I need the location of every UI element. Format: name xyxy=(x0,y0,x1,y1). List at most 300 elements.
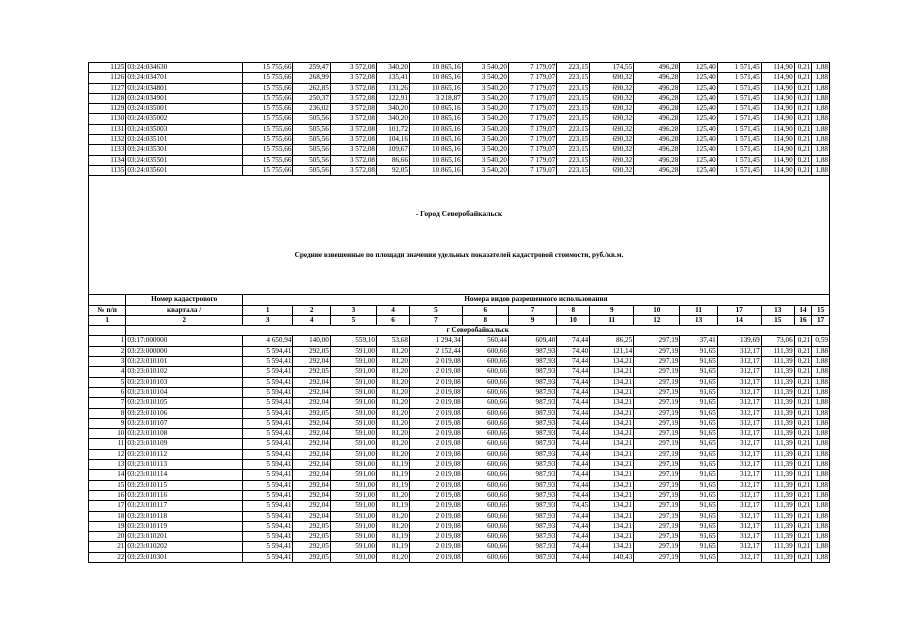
value-cell: 15 755,66 xyxy=(242,114,293,124)
value-cell: 1,88 xyxy=(812,377,830,387)
value-cell: 496,28 xyxy=(634,114,680,124)
value-cell: 297,19 xyxy=(634,552,680,562)
value-cell: 1,88 xyxy=(812,124,830,134)
table-row xyxy=(89,449,830,459)
table-row xyxy=(89,357,830,367)
table-row xyxy=(89,124,830,134)
value-cell: 3 572,08 xyxy=(330,73,376,83)
value-cell: 74,44 xyxy=(557,439,590,449)
kvartal-cell: 03:24:035101 xyxy=(126,135,243,145)
value-cell: 74,40 xyxy=(557,346,590,356)
kvartal-cell: 03:23:010113 xyxy=(126,460,243,470)
value-cell: 690,32 xyxy=(590,93,634,103)
value-cell: 111,39 xyxy=(761,490,794,500)
value-cell: 15 755,66 xyxy=(242,83,293,93)
value-cell: 312,17 xyxy=(717,490,761,500)
value-cell: 5 594,41 xyxy=(242,460,293,470)
value-cell: 1,88 xyxy=(812,93,830,103)
type-number-header: 6 xyxy=(462,305,508,315)
value-cell: 111,39 xyxy=(761,418,794,428)
kvartal-cell: 03:24:034630 xyxy=(126,63,243,73)
value-cell: 0,21 xyxy=(794,511,812,521)
value-cell: 0,21 xyxy=(794,521,812,531)
row-number-cell: 22 xyxy=(89,552,126,562)
value-cell: 3 572,08 xyxy=(330,165,376,175)
value-cell: 5 594,41 xyxy=(242,480,293,490)
value-cell: 114,90 xyxy=(761,83,794,93)
table-row xyxy=(89,470,830,480)
value-cell: 3 572,08 xyxy=(330,104,376,114)
kvartal-cell: 03:24:035003 xyxy=(126,124,243,134)
value-cell: 140,00 xyxy=(293,336,330,346)
value-cell: 125,40 xyxy=(680,93,717,103)
value-cell: 81,19 xyxy=(377,501,410,511)
value-cell: 496,28 xyxy=(634,135,680,145)
value-cell: 91,65 xyxy=(680,521,717,531)
value-cell: 591,00 xyxy=(330,470,376,480)
row-number-cell: 18 xyxy=(89,511,126,521)
kvartal-cell: 03:23:010112 xyxy=(126,449,243,459)
value-cell: 1,88 xyxy=(812,511,830,521)
section-row xyxy=(89,326,830,336)
value-cell: 292,04 xyxy=(293,429,330,439)
column-index-header: 2 xyxy=(126,315,243,325)
row-number-cell: 1125 xyxy=(89,63,126,73)
kvartal-cell: 03:23:010108 xyxy=(126,429,243,439)
value-cell: 7 179,07 xyxy=(508,165,556,175)
value-cell: 1,88 xyxy=(812,387,830,397)
value-cell: 2 152,44 xyxy=(409,346,462,356)
value-cell: 7 179,07 xyxy=(508,73,556,83)
value-cell: 312,17 xyxy=(717,501,761,511)
value-cell: 7 179,07 xyxy=(508,135,556,145)
value-cell: 600,66 xyxy=(462,367,508,377)
value-cell: 600,66 xyxy=(462,490,508,500)
value-cell: 53,68 xyxy=(377,336,410,346)
value-cell: 134,21 xyxy=(590,542,634,552)
value-cell: 91,65 xyxy=(680,460,717,470)
value-cell: 292,05 xyxy=(293,367,330,377)
value-cell: 81,20 xyxy=(377,490,410,500)
caption-block xyxy=(88,176,830,294)
kvartal-cell: 03:23:010105 xyxy=(126,398,243,408)
value-cell: 600,66 xyxy=(462,521,508,531)
value-cell: 10 865,16 xyxy=(409,135,462,145)
row-number-cell: 15 xyxy=(89,480,126,490)
value-cell: 600,66 xyxy=(462,408,508,418)
kvartal-cell: 03:24:035301 xyxy=(126,145,243,155)
value-cell: 340,20 xyxy=(377,114,410,124)
value-cell: 559,10 xyxy=(330,336,376,346)
value-cell: 91,65 xyxy=(680,367,717,377)
value-cell: 560,44 xyxy=(462,336,508,346)
header-no: № п/п xyxy=(89,305,126,315)
row-number-cell: 1131 xyxy=(89,124,126,134)
value-cell: 591,00 xyxy=(330,439,376,449)
kvartal-cell: 03:23:010102 xyxy=(126,367,243,377)
value-cell: 5 594,41 xyxy=(242,408,293,418)
table-row xyxy=(89,367,830,377)
value-cell: 292,04 xyxy=(293,387,330,397)
value-cell: 268,99 xyxy=(293,73,330,83)
value-cell: 312,17 xyxy=(717,367,761,377)
value-cell: 174,55 xyxy=(590,63,634,73)
value-cell: 91,65 xyxy=(680,398,717,408)
kvartal-cell: 03:24:034701 xyxy=(126,73,243,83)
value-cell: 134,21 xyxy=(590,470,634,480)
column-index-header: 17 xyxy=(812,315,830,325)
value-cell: 292,04 xyxy=(293,470,330,480)
column-index-header: 7 xyxy=(409,315,462,325)
value-cell: 292,04 xyxy=(293,398,330,408)
value-cell: 74,44 xyxy=(557,532,590,542)
value-cell: 223,15 xyxy=(557,93,590,103)
value-cell: 297,19 xyxy=(634,532,680,542)
value-cell: 74,45 xyxy=(557,501,590,511)
value-cell: 74,44 xyxy=(557,377,590,387)
value-cell: 297,19 xyxy=(634,346,680,356)
table-row xyxy=(89,73,830,83)
value-cell: 0,21 xyxy=(794,377,812,387)
table-row xyxy=(89,511,830,521)
value-cell: 1 571,45 xyxy=(717,93,761,103)
value-cell: 987,93 xyxy=(508,398,556,408)
value-cell: 340,20 xyxy=(377,104,410,114)
value-cell: 600,66 xyxy=(462,398,508,408)
value-cell: 2 019,08 xyxy=(409,449,462,459)
value-cell: 15 755,66 xyxy=(242,104,293,114)
value-cell: 987,93 xyxy=(508,532,556,542)
value-cell: 297,19 xyxy=(634,490,680,500)
value-cell: 1 571,45 xyxy=(717,114,761,124)
value-cell: 111,39 xyxy=(761,357,794,367)
value-cell: 111,39 xyxy=(761,552,794,562)
value-cell: 312,17 xyxy=(717,346,761,356)
value-cell: 292,04 xyxy=(293,377,330,387)
value-cell: 312,17 xyxy=(717,398,761,408)
value-cell: 15 755,66 xyxy=(242,155,293,165)
value-cell: 81,19 xyxy=(377,470,410,480)
value-cell: 5 594,41 xyxy=(242,429,293,439)
value-cell: 81,20 xyxy=(377,439,410,449)
value-cell: 134,21 xyxy=(590,408,634,418)
value-cell: 0,21 xyxy=(794,145,812,155)
value-cell: 125,40 xyxy=(680,73,717,83)
value-cell: 134,21 xyxy=(590,398,634,408)
value-cell: 5 594,41 xyxy=(242,542,293,552)
row-number-cell: 4 xyxy=(89,367,126,377)
value-cell: 3 572,08 xyxy=(330,145,376,155)
value-cell: 987,93 xyxy=(508,387,556,397)
value-cell: 297,19 xyxy=(634,357,680,367)
value-cell: 496,28 xyxy=(634,145,680,155)
value-cell: 91,65 xyxy=(680,552,717,562)
table-row xyxy=(89,63,830,73)
city-title: - Город Северобайкальск xyxy=(415,209,503,218)
value-cell: 10 865,16 xyxy=(409,145,462,155)
value-cell: 600,66 xyxy=(462,511,508,521)
value-cell: 591,00 xyxy=(330,490,376,500)
value-cell: 37,41 xyxy=(680,336,717,346)
value-cell: 505,56 xyxy=(293,155,330,165)
kvartal-cell: 03:23:010101 xyxy=(126,357,243,367)
value-cell: 591,00 xyxy=(330,408,376,418)
value-cell: 1,88 xyxy=(812,73,830,83)
value-cell: 987,93 xyxy=(508,357,556,367)
value-cell: 591,00 xyxy=(330,357,376,367)
value-cell: 1 571,45 xyxy=(717,124,761,134)
value-cell: 125,40 xyxy=(680,104,717,114)
value-cell: 292,05 xyxy=(293,346,330,356)
type-number-header: 5 xyxy=(409,305,462,315)
value-cell: 987,93 xyxy=(508,552,556,562)
value-cell: 114,90 xyxy=(761,104,794,114)
value-cell: 591,00 xyxy=(330,387,376,397)
value-cell: 74,44 xyxy=(557,511,590,521)
value-cell: 91,65 xyxy=(680,490,717,500)
value-cell: 297,19 xyxy=(634,418,680,428)
row-number-cell: 20 xyxy=(89,532,126,542)
value-cell: 3 572,08 xyxy=(330,93,376,103)
value-cell: 15 755,66 xyxy=(242,63,293,73)
value-cell: 74,44 xyxy=(557,418,590,428)
value-cell: 312,17 xyxy=(717,418,761,428)
value-cell: 3 540,20 xyxy=(462,63,508,73)
value-cell: 1 571,45 xyxy=(717,165,761,175)
row-number-cell: 1133 xyxy=(89,145,126,155)
value-cell: 987,93 xyxy=(508,501,556,511)
row-number-cell: 21 xyxy=(89,542,126,552)
value-cell: 3 540,20 xyxy=(462,165,508,175)
value-cell: 111,39 xyxy=(761,542,794,552)
kvartal-cell: 03:23:010117 xyxy=(126,501,243,511)
table-row xyxy=(89,165,830,175)
value-cell: 292,04 xyxy=(293,511,330,521)
value-cell: 591,00 xyxy=(330,377,376,387)
value-cell: 292,05 xyxy=(293,408,330,418)
value-cell: 312,17 xyxy=(717,439,761,449)
value-cell: 591,00 xyxy=(330,511,376,521)
value-cell: 1,88 xyxy=(812,155,830,165)
value-cell: 111,39 xyxy=(761,532,794,542)
column-index-header: 15 xyxy=(761,315,794,325)
value-cell: 1,88 xyxy=(812,449,830,459)
document-sheet xyxy=(88,62,830,563)
value-cell: 10 865,16 xyxy=(409,124,462,134)
value-cell: 292,04 xyxy=(293,460,330,470)
value-cell: 0,21 xyxy=(794,408,812,418)
value-cell: 91,65 xyxy=(680,511,717,521)
column-index-header: 3 xyxy=(242,315,293,325)
kvartal-cell: 03:24:034901 xyxy=(126,93,243,103)
header-row-types xyxy=(89,305,830,315)
table-row xyxy=(89,542,830,552)
row-number-cell: 1128 xyxy=(89,93,126,103)
value-cell: 0,21 xyxy=(794,501,812,511)
value-cell: 591,00 xyxy=(330,521,376,531)
value-cell: 1,88 xyxy=(812,357,830,367)
row-number-cell: 3 xyxy=(89,357,126,367)
value-cell: 81,20 xyxy=(377,408,410,418)
type-number-header: 17 xyxy=(717,305,761,315)
value-cell: 111,39 xyxy=(761,521,794,531)
value-cell: 600,66 xyxy=(462,418,508,428)
value-cell: 591,00 xyxy=(330,460,376,470)
value-cell: 15 755,66 xyxy=(242,145,293,155)
value-cell: 91,65 xyxy=(680,357,717,367)
value-cell: 1,88 xyxy=(812,114,830,124)
value-cell: 74,44 xyxy=(557,429,590,439)
value-cell: 0,21 xyxy=(794,357,812,367)
value-cell: 3 540,20 xyxy=(462,83,508,93)
value-cell: 312,17 xyxy=(717,552,761,562)
value-cell: 86,25 xyxy=(590,336,634,346)
value-cell: 111,39 xyxy=(761,460,794,470)
kvartal-cell: 03:23:010118 xyxy=(126,511,243,521)
value-cell: 134,21 xyxy=(590,511,634,521)
value-cell: 10 865,16 xyxy=(409,155,462,165)
value-cell: 111,39 xyxy=(761,501,794,511)
kvartal-cell: 03:17:000000 xyxy=(126,336,243,346)
value-cell: 3 540,20 xyxy=(462,145,508,155)
value-cell: 591,00 xyxy=(330,398,376,408)
value-cell: 250,37 xyxy=(293,93,330,103)
value-cell: 5 594,41 xyxy=(242,387,293,397)
value-cell: 690,32 xyxy=(590,73,634,83)
value-cell: 0,21 xyxy=(794,135,812,145)
value-cell: 987,93 xyxy=(508,449,556,459)
header-types-group: Номера видов разрешенного использования xyxy=(242,295,829,305)
value-cell: 505,56 xyxy=(293,135,330,145)
value-cell: 74,44 xyxy=(557,387,590,397)
column-index-header: 16 xyxy=(794,315,812,325)
value-cell: 690,32 xyxy=(590,155,634,165)
value-cell: 7 179,07 xyxy=(508,93,556,103)
value-cell: 111,39 xyxy=(761,480,794,490)
value-cell: 1,88 xyxy=(812,542,830,552)
kvartal-cell: 03:24:035002 xyxy=(126,114,243,124)
value-cell: 505,56 xyxy=(293,145,330,155)
value-cell: 496,28 xyxy=(634,93,680,103)
value-cell: 292,04 xyxy=(293,418,330,428)
value-cell: 312,17 xyxy=(717,387,761,397)
value-cell: 91,65 xyxy=(680,501,717,511)
value-cell: 111,39 xyxy=(761,398,794,408)
value-cell: 81,20 xyxy=(377,357,410,367)
table-row xyxy=(89,346,830,356)
table-row xyxy=(89,439,830,449)
value-cell: 74,44 xyxy=(557,460,590,470)
value-cell: 0,21 xyxy=(794,387,812,397)
value-cell: 3 540,20 xyxy=(462,135,508,145)
value-cell: 1,88 xyxy=(812,63,830,73)
value-cell: 312,17 xyxy=(717,429,761,439)
value-cell: 81,20 xyxy=(377,387,410,397)
value-cell: 600,66 xyxy=(462,449,508,459)
row-number-cell: 6 xyxy=(89,387,126,397)
value-cell: 1,88 xyxy=(812,532,830,542)
value-cell: 591,00 xyxy=(330,346,376,356)
value-cell: 114,90 xyxy=(761,145,794,155)
value-cell: 134,21 xyxy=(590,357,634,367)
table-row xyxy=(89,93,830,103)
value-cell: 81,20 xyxy=(377,398,410,408)
value-cell: 1 571,45 xyxy=(717,73,761,83)
value-cell: 2 019,08 xyxy=(409,490,462,500)
value-cell: 134,21 xyxy=(590,480,634,490)
value-cell: 125,40 xyxy=(680,63,717,73)
kvartal-cell: 03:23:010107 xyxy=(126,418,243,428)
value-cell: 5 594,41 xyxy=(242,398,293,408)
value-cell: 91,65 xyxy=(680,480,717,490)
value-cell: 92,05 xyxy=(377,165,410,175)
value-cell: 987,93 xyxy=(508,346,556,356)
value-cell: 312,17 xyxy=(717,521,761,531)
value-cell: 134,21 xyxy=(590,449,634,459)
value-cell: 111,39 xyxy=(761,511,794,521)
value-cell: 91,65 xyxy=(680,439,717,449)
row-number-cell: 1130 xyxy=(89,114,126,124)
value-cell: 3 540,20 xyxy=(462,73,508,83)
value-cell: 5 594,41 xyxy=(242,377,293,387)
type-number-header: 1 xyxy=(242,305,293,315)
value-cell: 91,65 xyxy=(680,346,717,356)
value-cell: 496,28 xyxy=(634,104,680,114)
value-cell: 223,15 xyxy=(557,83,590,93)
value-cell: 3 540,20 xyxy=(462,104,508,114)
row-number-cell: 14 xyxy=(89,470,126,480)
value-cell: 690,32 xyxy=(590,83,634,93)
value-cell: 2 019,08 xyxy=(409,357,462,367)
value-cell: 114,90 xyxy=(761,165,794,175)
value-cell: 292,04 xyxy=(293,480,330,490)
value-cell: 505,56 xyxy=(293,114,330,124)
value-cell: 312,17 xyxy=(717,460,761,470)
value-cell: 7 179,07 xyxy=(508,83,556,93)
value-cell: 987,93 xyxy=(508,367,556,377)
value-cell: 74,44 xyxy=(557,542,590,552)
value-cell: 690,32 xyxy=(590,114,634,124)
value-cell: 111,39 xyxy=(761,377,794,387)
value-cell: 74,44 xyxy=(557,552,590,562)
value-cell: 91,65 xyxy=(680,542,717,552)
value-cell: 111,39 xyxy=(761,470,794,480)
value-cell: 81,19 xyxy=(377,532,410,542)
value-cell: 114,90 xyxy=(761,93,794,103)
value-cell: 2 019,08 xyxy=(409,532,462,542)
value-cell: 223,15 xyxy=(557,104,590,114)
row-number-cell: 8 xyxy=(89,408,126,418)
value-cell: 591,00 xyxy=(330,429,376,439)
column-index-header: 9 xyxy=(508,315,556,325)
section-label: г Северобайкальск xyxy=(126,326,830,336)
row-number-cell: 1135 xyxy=(89,165,126,175)
value-cell: 81,20 xyxy=(377,449,410,459)
value-cell: 5 594,41 xyxy=(242,521,293,531)
main-rows-body xyxy=(89,326,830,563)
value-cell: 312,17 xyxy=(717,377,761,387)
value-cell: 134,21 xyxy=(590,501,634,511)
value-cell: 5 594,41 xyxy=(242,501,293,511)
table-row xyxy=(89,114,830,124)
value-cell: 297,19 xyxy=(634,449,680,459)
value-cell: 312,17 xyxy=(717,357,761,367)
value-cell: 125,40 xyxy=(680,83,717,93)
value-cell: 91,65 xyxy=(680,387,717,397)
value-cell: 1,88 xyxy=(812,145,830,155)
value-cell: 0,21 xyxy=(794,439,812,449)
value-cell: 2 019,08 xyxy=(409,511,462,521)
